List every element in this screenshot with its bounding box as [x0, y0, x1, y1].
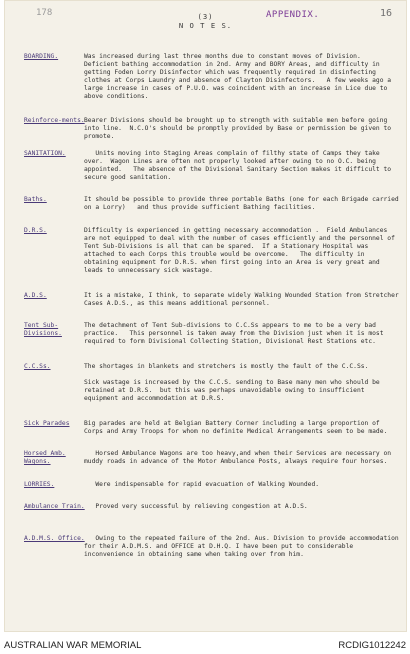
archive-footer: [0, 637, 410, 654]
appendix-stamp: APPENDIX.: [266, 10, 320, 20]
entry-text: It is a mistake, I think, to separate widely Walking Wounded Station from Stretcher Cases A.D.S., as this means additional personnel.: [84, 292, 403, 308]
entry-heading: LORRIES.: [24, 481, 55, 488]
entry-heading: Sick Parades: [24, 420, 70, 427]
entry-text: Bearer Divisions should be brought up to strength with suitable men before going into line. N.C.O's should be promptly provided by Base or permission be given to promote.: [84, 117, 395, 141]
entry-text: Units moving into Staging Areas complain of filthy state of Camps they take over. Wagon Lines are often not properly looked after owing to no O.C. being appointed. The absence of the Divisional Sanitary Section makes it difficult to secure good sanitation.: [84, 150, 395, 182]
entry-heading: Horsed Amb. Wagons.: [24, 450, 66, 466]
entry-text: Owing to the repeated failure of the 2nd. Aus. Division to provide accommodation for their A.D.M.S. and OFFICE at D.H.Q. I have been put to considerable inconvenience in obtaining same when taking over from him.: [84, 535, 403, 559]
entry-heading: SANITATION.: [24, 150, 66, 157]
entry-heading: Tent Sub-Divisions.: [24, 322, 62, 338]
entry-text: Horsed Ambulance Wagons are too heavy,and when their Services are necessary on muddy roads in advance of the Motor Ambulance Posts, always require four horses.: [84, 450, 395, 466]
entry-heading: A.D.M.S. Office.: [24, 535, 85, 542]
entry-text: It should be possible to provide three portable Baths (one for each Brigade carried on a Lorry) and thus provide sufficient Bathing facilities.: [84, 196, 403, 212]
entry-text: Difficulty is experienced in getting necessary accommodation . Field Ambulances are not equipped to deal with the number of cases efficiently and the personnel of Tent Sub-Divisions is all that can be spared. If a Stationary Hospital was attached to each Corps this trouble would be overcome. The difficulty in obtaining equipment for D.R.S. when first going into an Area is very great and leads to unnecessary sick wastage.: [84, 227, 399, 275]
entry-text: Big parades are held at Belgian Battery Corner including a large proportion of Corps and Army Troops for whom no definite Medical Arrangements seem to be made.: [84, 420, 388, 436]
entry-text: Proved very successful by relieving congestion at A.D.S.: [84, 503, 308, 510]
document-title: N O T E S.: [178, 21, 233, 30]
archive-reference: RCDIG1012242: [338, 640, 406, 651]
page-label: (3): [197, 12, 214, 21]
folio-number: 16: [380, 8, 393, 19]
entry-text: The shortages in blankets and stretchers is mostly the fault of the C.C.Ss. Sick wastage is increased by the C.C.S. sending to Base many men who should be retained at D.R.S. but this was perhaps unavoidable owing to insufficient equipment and accommodation at D.R.S.: [84, 363, 380, 403]
entry-heading: Baths.: [24, 196, 47, 203]
entry-heading: C.C.Ss.: [24, 363, 51, 370]
entry-heading: Reinforce-ments.: [24, 117, 85, 124]
entry-heading: A.D.S.: [24, 292, 47, 299]
archive-number: 178: [36, 8, 53, 18]
entry-text: Was increased during last three months due to constant moves of Division. Deficient bathing accommodation in 2nd. Army and BORY Areas, and difficulty in getting Foden Lorry Disinfector which was frequently required in disinfecting clothes at Corps Laundry and absence of Clayton Disinfectors. A few weeks ago a large increase in cases of P.U.O. was coincident with an increase in Lice due to above conditions.: [84, 53, 395, 101]
entry-heading: Ambulance Train.: [24, 503, 85, 510]
entry-text: Were indispensable for rapid evacuation of Walking Wounded.: [84, 481, 320, 488]
page-heading: [4, 12, 407, 30]
entry-heading: D.R.S.: [24, 227, 47, 234]
entry-text: The detachment of Tent Sub-divisions to C.C.Ss appears to me to be a very bad practice. This personnel is taken away from the Division just when it is most required to form Divisional Collecting Station, Divisional Rest Stations etc.: [84, 322, 388, 346]
entry-heading: BOARDING.: [24, 53, 59, 60]
archive-credit: AUSTRALIAN WAR MEMORIAL: [4, 640, 142, 651]
document-page: [4, 0, 407, 632]
